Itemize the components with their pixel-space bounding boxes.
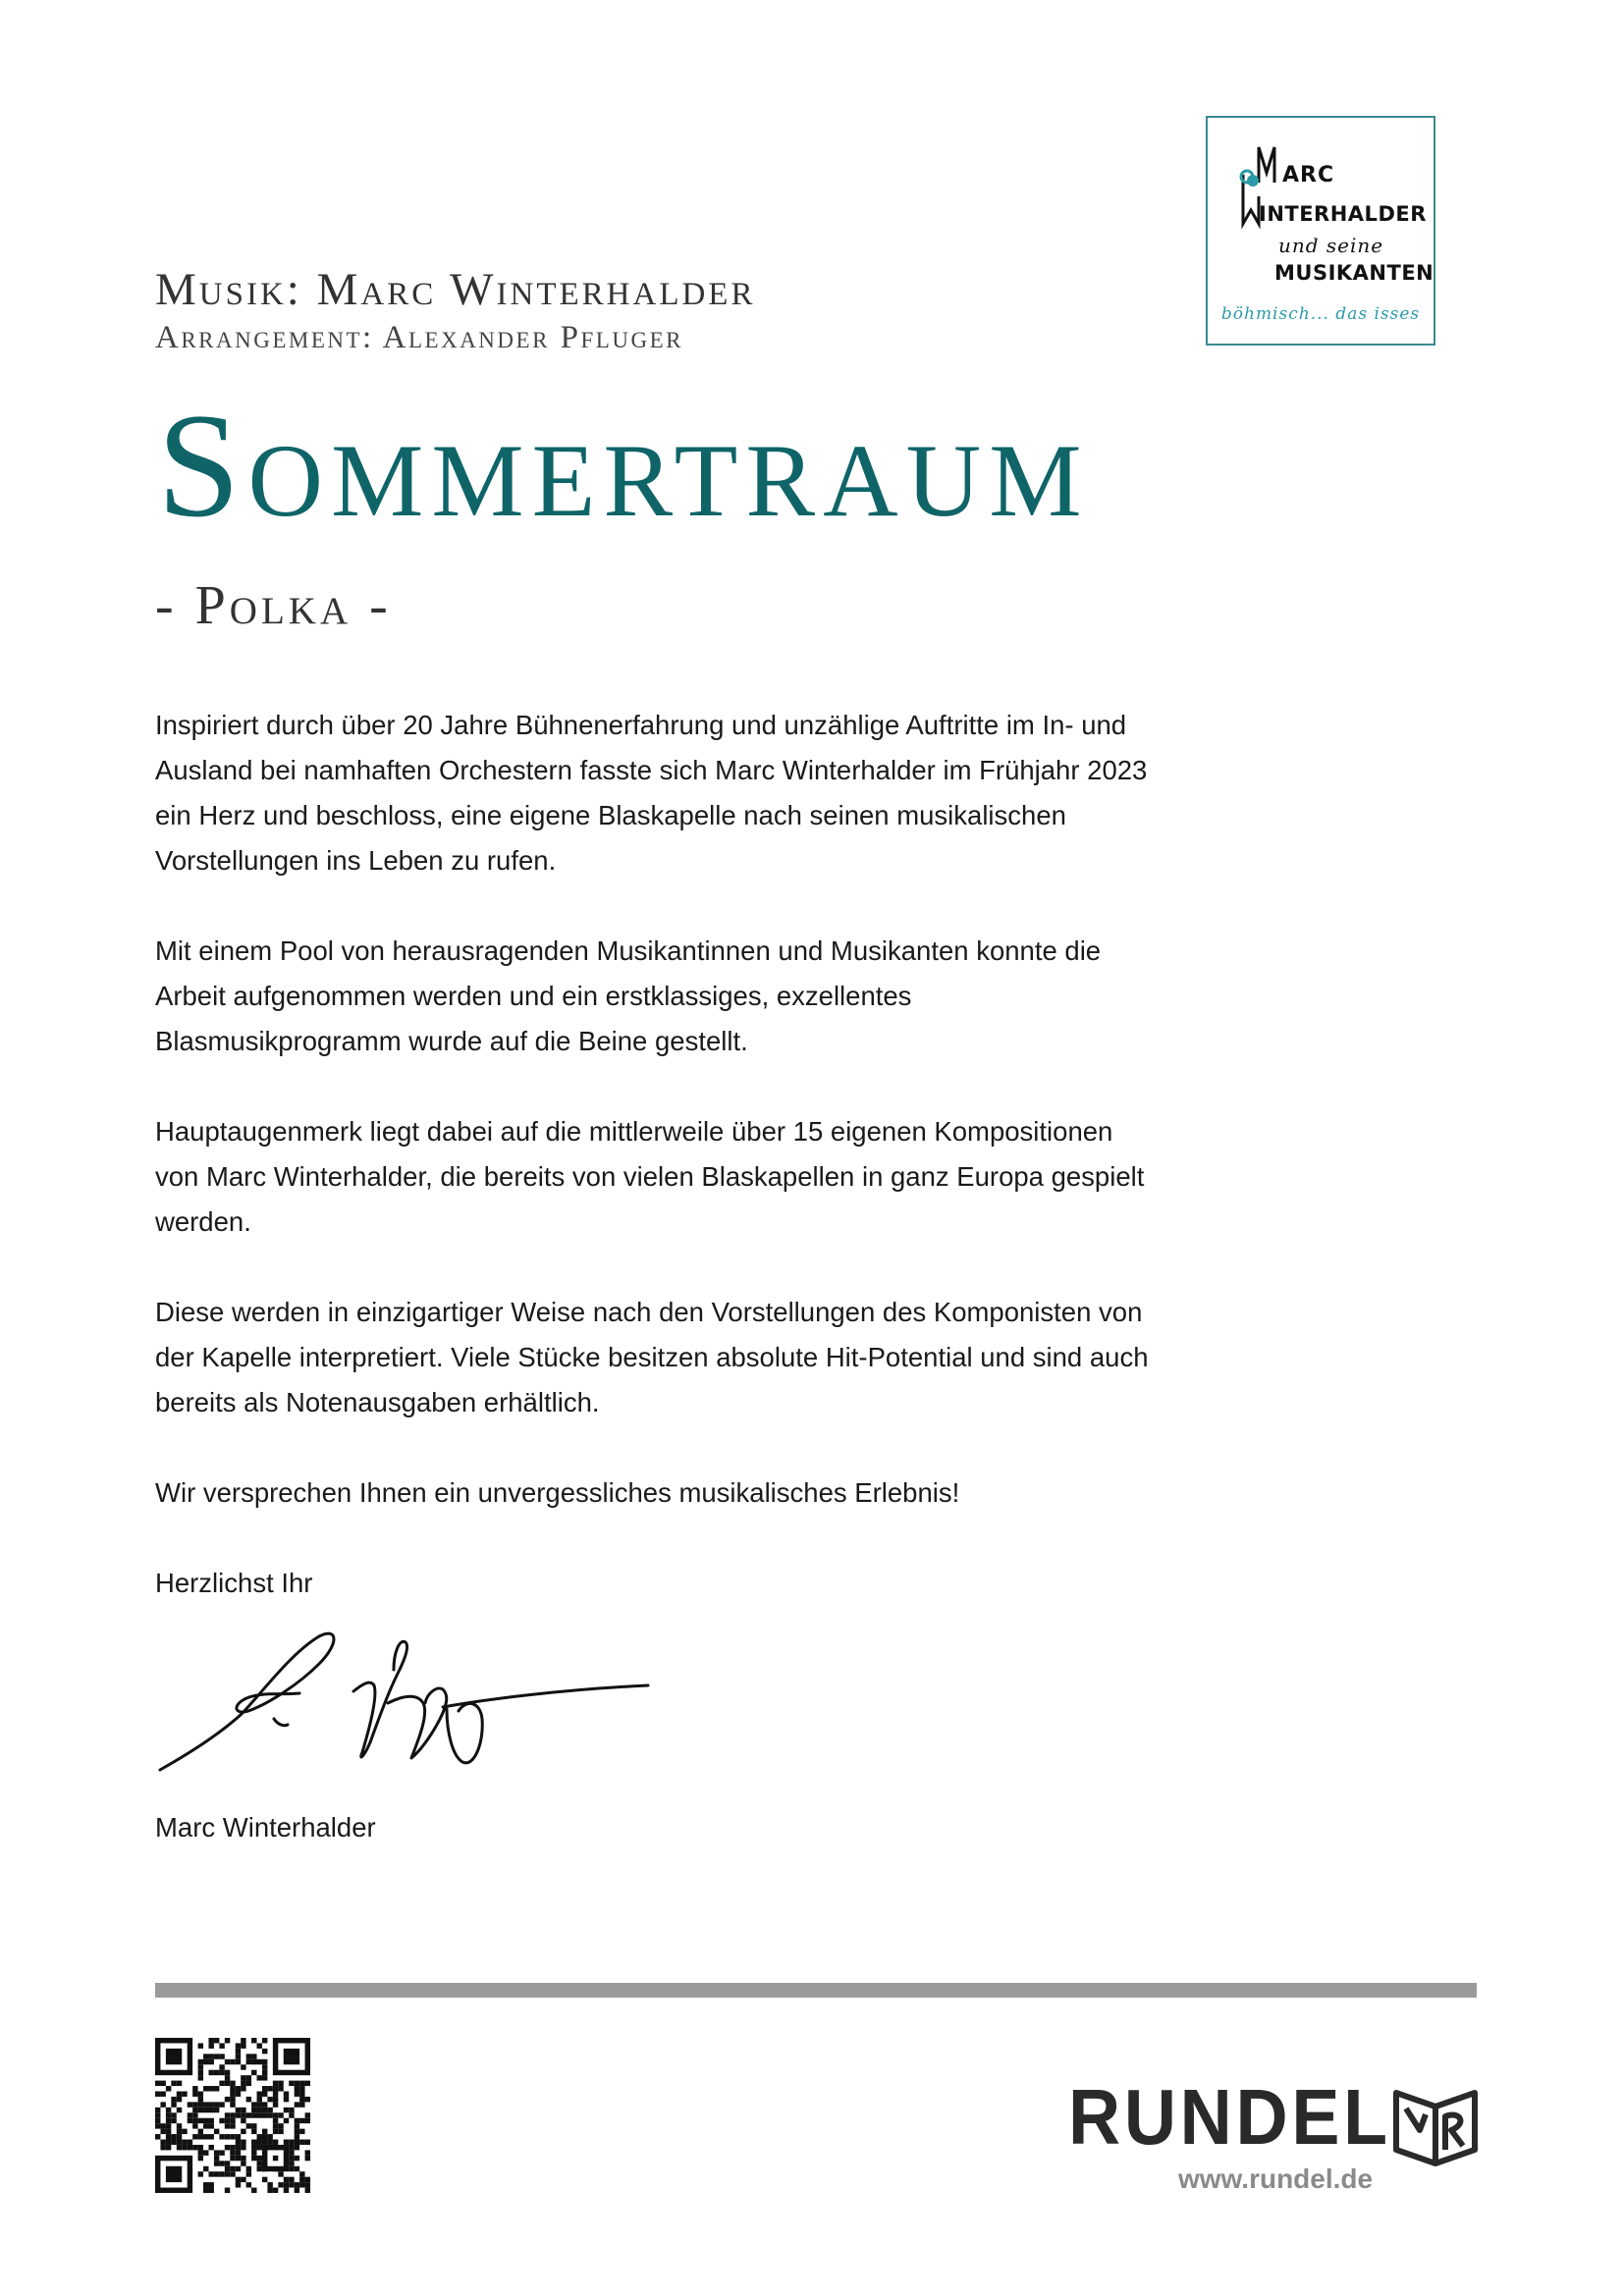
logo-text-und-seine: und seine [1278, 234, 1384, 257]
signatory-name: Marc Winterhalder [155, 1812, 376, 1842]
description-text [155, 703, 1157, 1651]
publisher-url: www.rundel.de [1178, 2163, 1374, 2194]
footer-divider [155, 1983, 1477, 1998]
logo-text-arc: ARC [1282, 163, 1335, 187]
logo-text-musikanten: MUSIKANTEN [1274, 261, 1434, 285]
paragraph-5: Wir versprechen Ihnen ein unvergessliches musikalisches Erlebnis! [155, 1477, 960, 1508]
qr-code-icon [155, 2038, 310, 2193]
publisher-logo-text: RUNDEL [1068, 2073, 1391, 2161]
signature-image [152, 1625, 663, 1791]
piece-title: Sommertraum [157, 383, 1090, 548]
closing-line: Herzlichst Ihr [155, 1568, 313, 1598]
paragraph-1: Inspiriert durch über 20 Jahre Bühnenerfahrung und unzählige Auftritte im In- und Ausland bei namhaften Orchestern fasste sich Marc Winterhalder im Frühjahr 2023 ein Herz und beschloss, eine eigene Blaskapelle nach seinen musikalischen Vorstellungen ins Leben zu rufen. [155, 710, 1148, 876]
piece-subtitle: - Polka - [155, 575, 392, 636]
logo-text-interhalder: INTERHALDER [1259, 202, 1427, 226]
paragraph-4: Diese werden in einzigartiger Weise nach den Vorstellungen des Komponisten von der Kapelle interpretiert. Viele Stücke besitzen absolute Hit-Potential und sind auch bereits als Notenausgaben erhältlich. [155, 1297, 1149, 1417]
paragraph-3: Hauptaugenmerk liegt dabei auf die mittlerweile über 15 eigenen Kompositionen von Marc Winterhalder, die bereits von vielen Blaskapellen in ganz Europa gespielt werden. [155, 1116, 1145, 1237]
publisher-book-icon [1392, 2085, 1479, 2169]
logo-tagline: böhmisch... das isses [1220, 304, 1421, 324]
paragraph-2: Mit einem Pool von herausragenden Musikantinnen und Musikanten konnte die Arbeit aufgenommen werden und ein erstklassiges, exzellentes Blasmusikprogramm wurde auf die Beine gestellt. [155, 935, 1102, 1056]
music-credit: Musik: Marc Winterhalder [155, 264, 756, 315]
band-logo [1206, 116, 1435, 346]
arrangement-credit: Arrangement: Alexander Pfluger [155, 320, 683, 355]
